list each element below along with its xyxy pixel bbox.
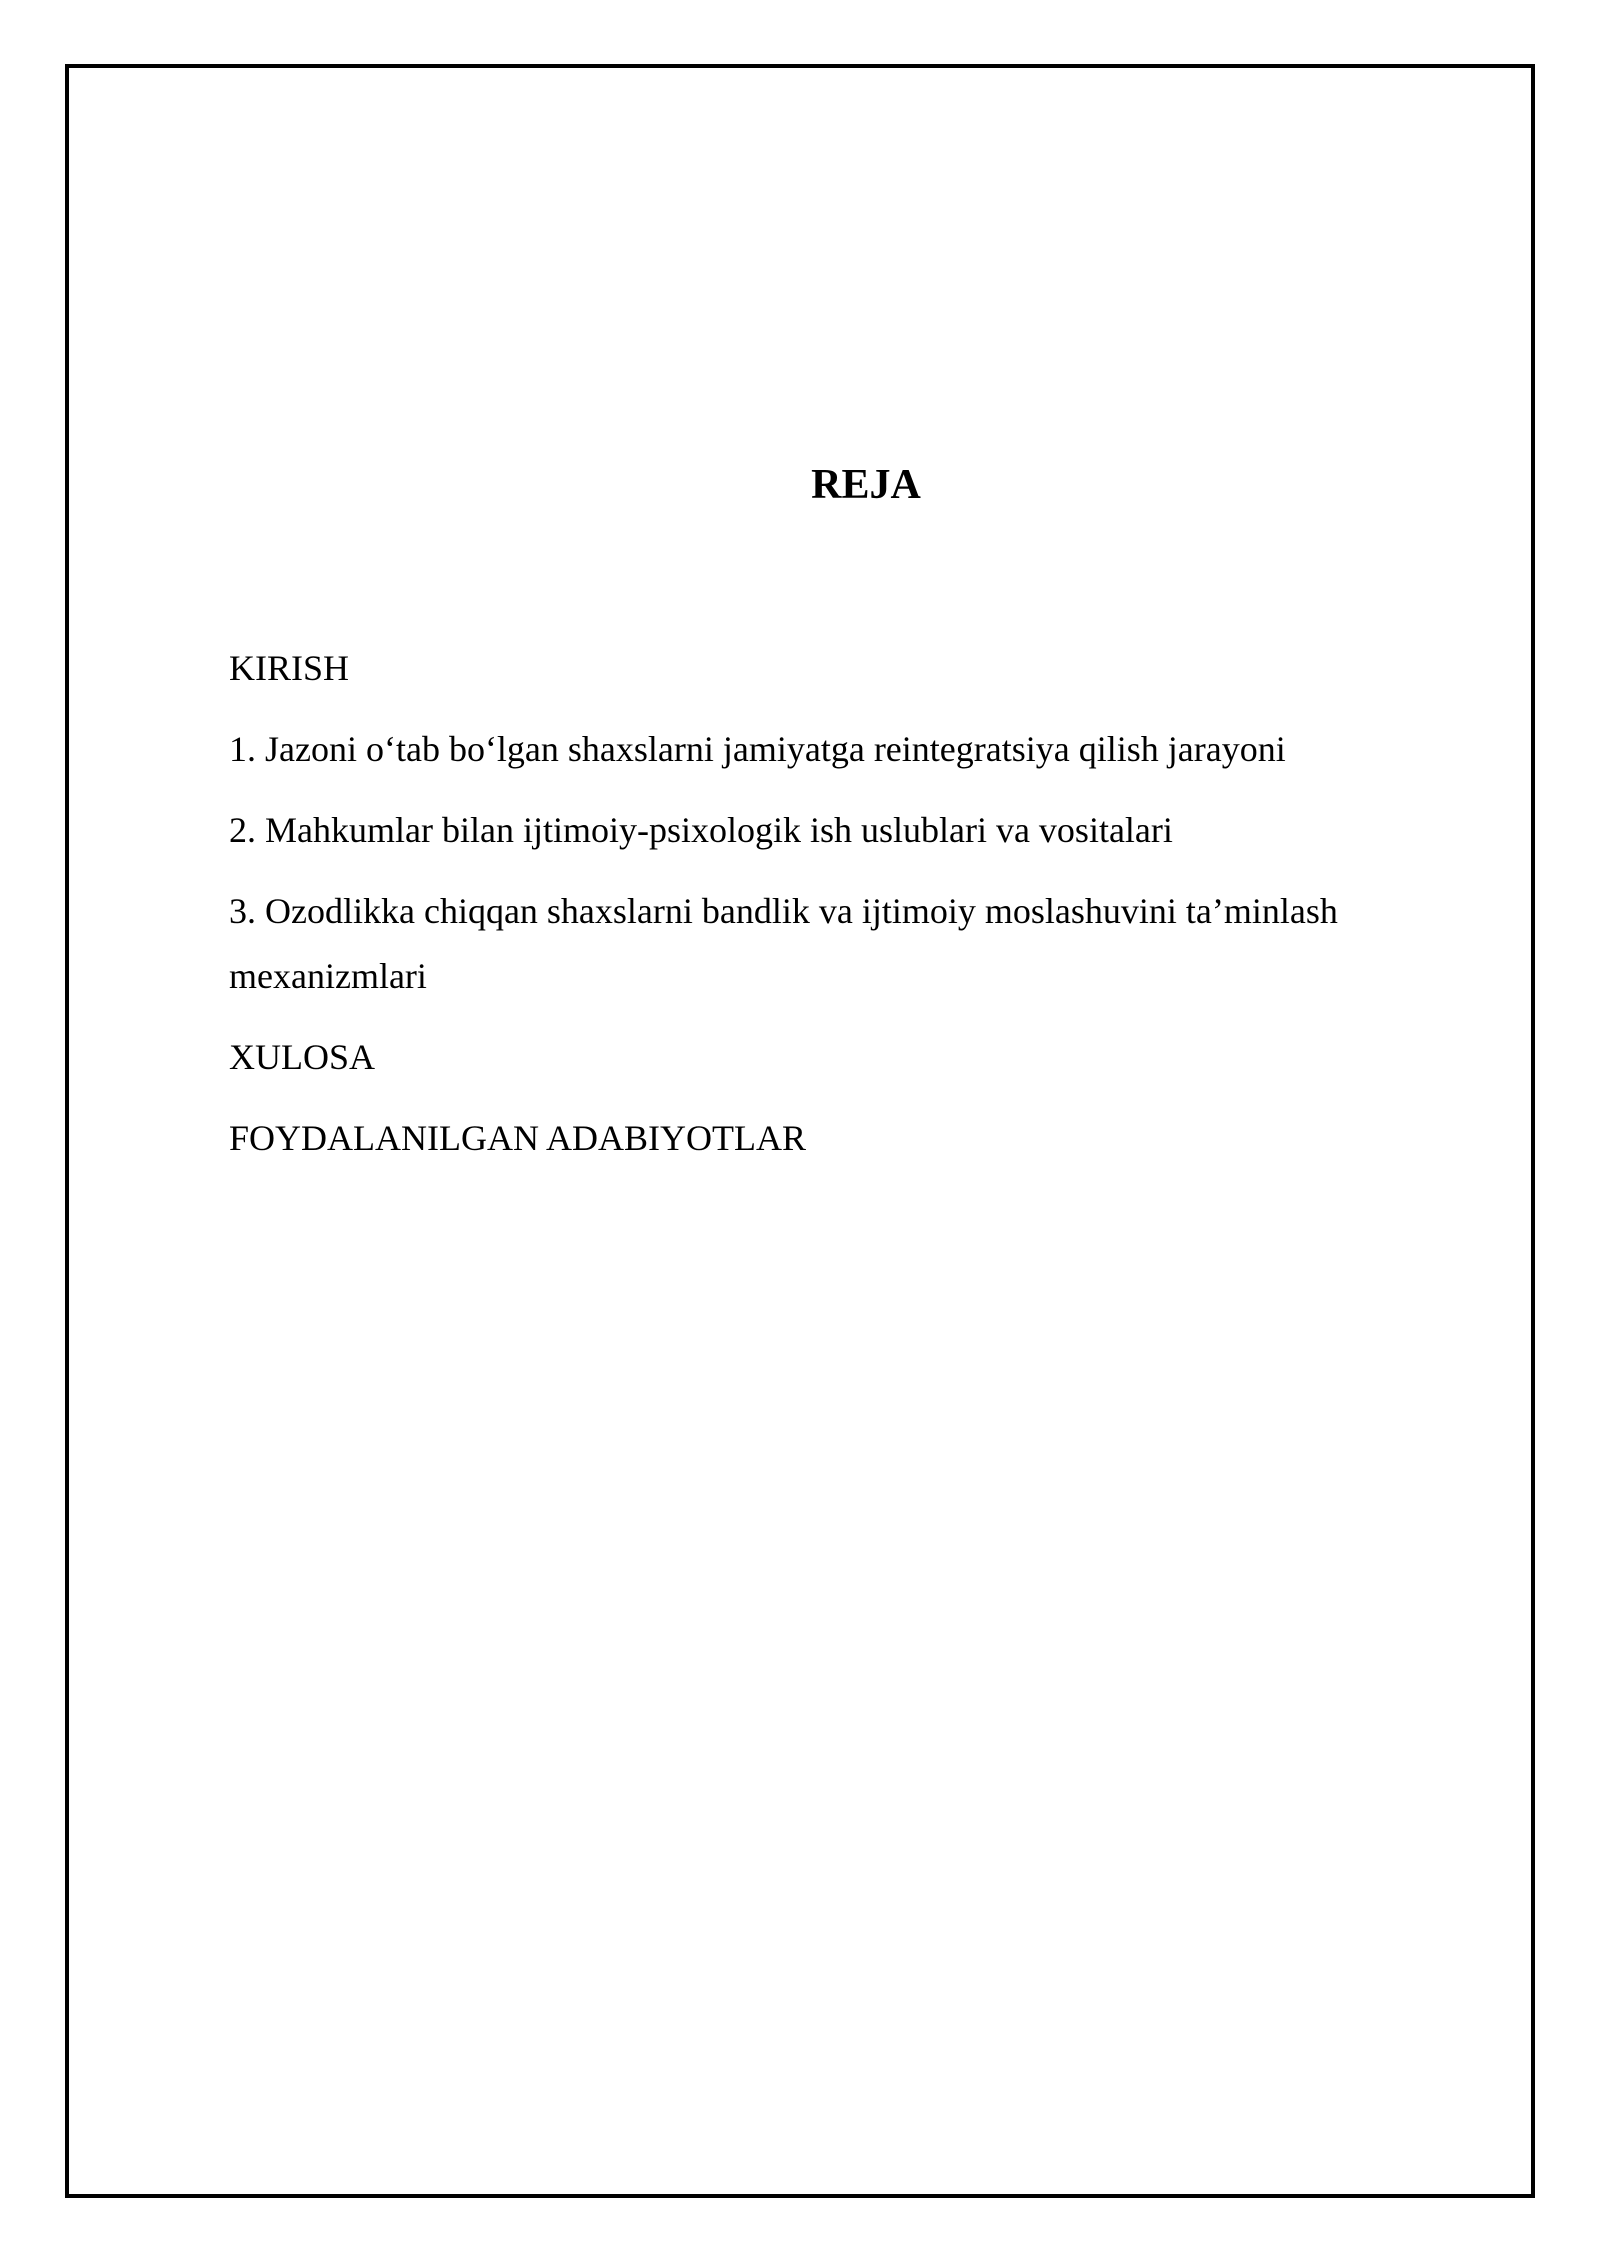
plan-item-conclusion: XULOSA xyxy=(229,1037,376,1077)
plan-item-1: 1. Jazoni o‘tab bo‘lgan shaxslarni jamiyatga reintegratsiya qilish jarayoni xyxy=(229,729,1286,769)
plan-item-introduction: KIRISH xyxy=(229,648,350,688)
plan-title: REJA xyxy=(811,462,921,508)
plan-item-references: FOYDALANILGAN ADABIYOTLAR xyxy=(229,1118,806,1158)
plan-item-3: 3. Ozodlikka chiqqan shaxslarni bandlik va ijtimoiy moslashuvini ta’minlash mexanizmlari xyxy=(229,891,1338,996)
plan-item-2: 2. Mahkumlar bilan ijtimoiy-psixologik ish uslublari va vositalari xyxy=(229,810,1173,850)
plan-list xyxy=(229,636,1409,1187)
